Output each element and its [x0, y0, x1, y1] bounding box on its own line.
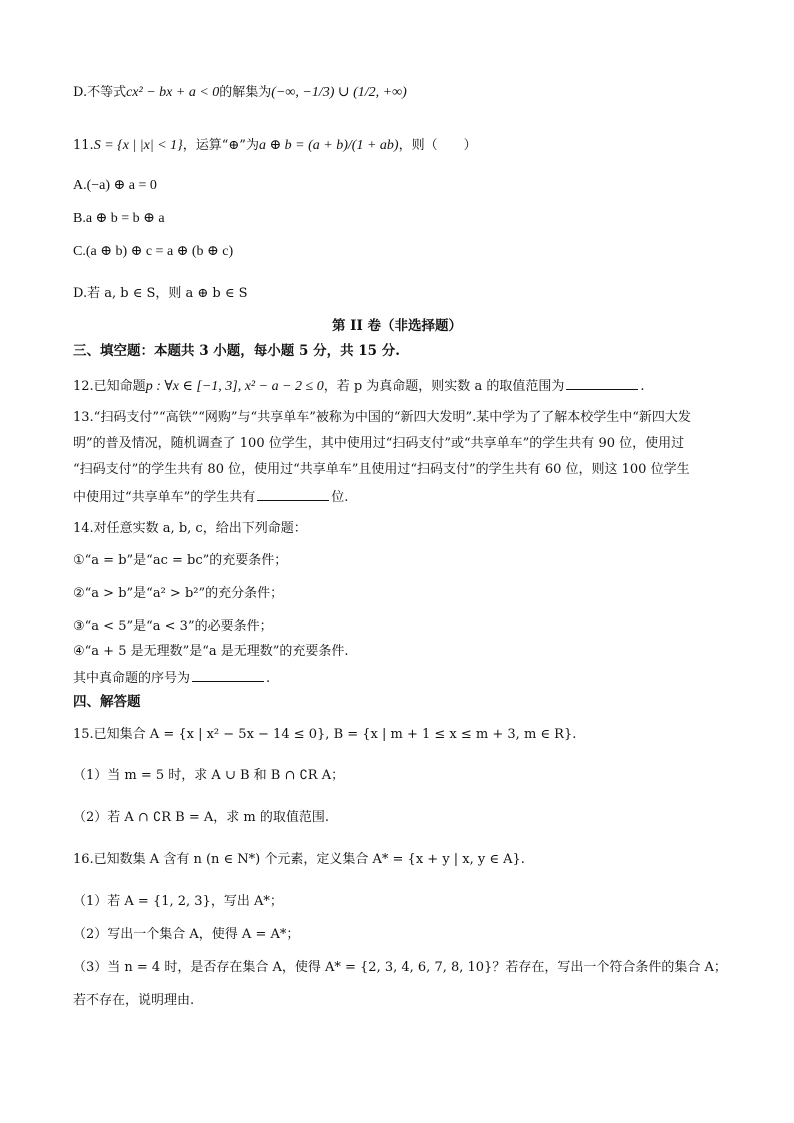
q11-number: 11.	[73, 138, 94, 153]
q14-stem: 14.对任意实数 a, b, c，给出下列命题：	[73, 521, 307, 536]
q13-line-3: “扫码支付”的学生共有 80 位，使用过“共享单车”且使用过“扫码支付”的学生共有 60 位，则这 100 位学生	[73, 462, 690, 477]
q11-option-d: D.若 a, b ∈ S，则 a ⊕ b ∈ S	[73, 286, 248, 301]
part-two-title: 第 II 卷（非选择题）	[331, 318, 463, 334]
q14-ask	[73, 669, 734, 687]
q16-sub-3: （3）当 n = 4 时，是否存在集合 A，使得 A* = {2, 3, 4, 6, 7, 8, 10}？若存在，写出一个符合条件的集合 A；	[73, 960, 727, 975]
q16-sub-2: （2）写出一个集合 A，使得 A = A*；	[73, 927, 300, 942]
q15-stem: 15.已知集合 A = {x | x² − 5x − 14 ≤ 0}, B = {x | m + 1 ≤ x ≤ m + 3, m ∈ R}.	[73, 727, 577, 742]
q12-end: .	[640, 379, 645, 394]
q11-option-b: B.a ⊕ b = b ⊕ a	[73, 211, 165, 226]
q12-proposition: p : ∀x ∈ [−1, 3], x² − a − 2 ≤ 0	[145, 379, 324, 394]
q13-answer-blank[interactable]	[257, 488, 329, 501]
q10-solution-set: (−∞, −1/3) ∪ (1/2, +∞)	[271, 85, 407, 100]
q10-option-d-label: D.不等式	[73, 85, 127, 100]
section-answer-heading: 四、解答题	[73, 694, 141, 710]
q14-answer-blank[interactable]	[192, 669, 264, 682]
q14-end: .	[266, 671, 271, 686]
q11-option-a: A.(−a) ⊕ a = 0	[73, 178, 157, 193]
q10-option-d	[73, 85, 734, 102]
q15-sub-2: （2）若 A ∩ ∁R B = A，求 m 的取值范围.	[73, 810, 329, 825]
q14-proposition-4: ④“a + 5 是无理数”是“a 是无理数”的充要条件.	[73, 644, 349, 659]
q14-proposition-1: ①“a = b”是“ac = bc”的充要条件；	[73, 553, 288, 568]
q13-unit: 位.	[331, 490, 349, 505]
q11-stem	[73, 138, 734, 155]
q11-operation-intro: ，运算“⊕”为	[182, 138, 259, 153]
q14-proposition-3: ③“a < 5”是“a < 3”的必要条件；	[73, 619, 273, 634]
q10-option-d-mid: 的解集为	[219, 85, 272, 100]
q14-proposition-2: ②“a > b”是“a² > b²”的充分条件；	[73, 586, 284, 601]
section-fill-in-heading: 三、填空题：本题共 3 小题，每小题 5 分，共 15 分.	[73, 343, 400, 359]
q16-stem: 16.已知数集 A 含有 n (n ∈ N*) 个元素，定义集合 A* = {x + y | x, y ∈ A}.	[73, 852, 525, 867]
q13-line-4	[73, 488, 734, 506]
q16-sub-3-continued: 若不存在，说明理由.	[73, 993, 195, 1008]
q11-stem-end: ，则（ ）	[398, 138, 477, 153]
q10-inequality: cx² − bx + a < 0	[126, 85, 220, 100]
q11-operation-def: a ⊕ b = (a + b)/(1 + ab)	[258, 138, 399, 153]
q14-ask-label: 其中真命题的序号为	[73, 671, 191, 686]
q13-ask: 中使用过“共享单车”的学生共有	[73, 490, 256, 505]
q12-answer-blank[interactable]	[566, 377, 638, 390]
q12-label: 12.已知命题	[73, 379, 146, 394]
q13-line-1: 13.“扫码支付”“高铁”“网购”与“共享单车”被称为中国的“新四大发明”.某中学为了了解本校学生中“新四大发	[73, 410, 691, 425]
q13-line-2: 明”的普及情况，随机调查了 100 位学生，其中使用过“扫码支付”或“共享单车”的学生共有 90 位，使用过	[73, 436, 685, 451]
q11-option-c: C.(a ⊕ b) ⊕ c = a ⊕ (b ⊕ c)	[73, 244, 234, 259]
q16-sub-1: （1）若 A = {1, 2, 3}，写出 A*；	[73, 894, 283, 909]
q12-condition: ，若 p 为真命题，则实数 a 的取值范围为	[323, 379, 565, 394]
q12	[73, 377, 734, 396]
q11-set-s: S = {x | |x| < 1}	[93, 138, 183, 153]
q15-sub-1: （1）当 m = 5 时，求 A ∪ B 和 B ∩ ∁R A；	[73, 768, 345, 783]
